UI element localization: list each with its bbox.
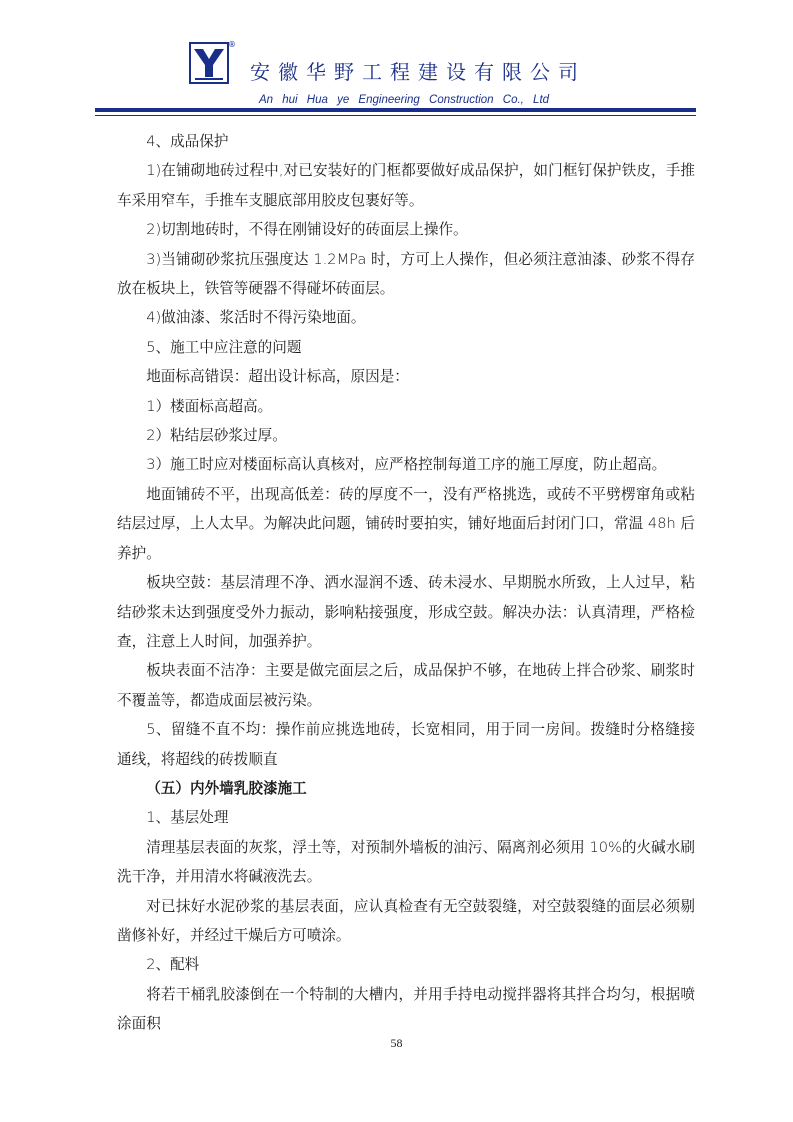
paragraph: 4、成品保护 <box>146 133 229 150</box>
document-body <box>117 127 695 1039</box>
paragraph: 3）施工时应对楼面标高认真核对，应严格控制每道工序的施工厚度，防止超高。 <box>146 456 667 474</box>
paragraph: 4)做油漆、浆活时不得污染地面。 <box>146 309 366 327</box>
paragraph: 将若干桶乳胶漆倒在一个特制的大槽内，并用手持电动搅拌器将其拌合均匀，根据喷涂面积 <box>117 985 695 1033</box>
paragraph: 2)切割地砖时，不得在刚铺设好的砖面层上操作。 <box>146 221 468 239</box>
paragraph: 5、留缝不直不均：操作前应挑选地砖，长宽相同，用于同一房间。拨缝时分格缝接通线，将超线的砖拨顺直 <box>117 721 695 768</box>
paragraph: 清理基层表面的灰浆，浮土等，对预制外墙板的油污、隔离剂必须用 10%的火碱水刷洗干净，并用清水将碱液洗去。 <box>117 838 695 886</box>
paragraph: 1、基层处理 <box>146 809 229 827</box>
paragraph: 2、配料 <box>146 956 200 974</box>
company-name-cn: 安徽华野工程建设有限公司 <box>250 60 586 84</box>
header-rule-thick <box>95 108 696 112</box>
paragraph: 5、施工中应注意的问题 <box>146 338 302 356</box>
paragraph: 板块空鼓：基层清理不净、洒水湿润不透、砖未浸水、早期脱水所致，上人过早，粘结砂浆未达到强度受外力振动，影响粘接强度，形成空鼓。解决办法：认真清理，严格检查，注意上人时间，加强养护。 <box>117 574 695 650</box>
header-rule-thin <box>95 115 696 116</box>
paragraph: 1)在铺砌地砖过程中,对已安装好的门框都要做好成品保护，如门框钉保护铁皮，手推车采用窄车，手推车支腿底部用胶皮包裹好等。 <box>117 162 695 209</box>
paragraph: 对已抹好水泥砂浆的基层表面，应认真检查有无空鼓裂缝，对空鼓裂缝的面层必须剔凿修补好，并经过干燥后方可喷涂。 <box>117 897 695 944</box>
section-heading: （五）内外墙乳胶漆施工 <box>146 779 307 797</box>
paragraph: 1）楼面标高超高。 <box>146 397 273 415</box>
company-logo-icon <box>189 42 229 84</box>
paragraph: 3)当铺砌砂浆抗压强度达 1.2MPa 时，方可上人操作，但必须注意油漆、砂浆不得存放在板块上，铁管等硬器不得碰坏砖面层。 <box>117 250 695 298</box>
company-name-en: An hui Hua ye Engineering Construction Co., Ltd <box>259 94 550 106</box>
paragraph: 2）粘结层砂浆过厚。 <box>146 427 287 445</box>
paragraph: 地面标高错误：超出设计标高，原因是： <box>146 368 409 386</box>
page-header <box>0 0 793 125</box>
paragraph: 板块表面不洁净：主要是做完面层之后，成品保护不够，在地砖上拌合砂浆、刷浆时不覆盖等，都造成面层被污染。 <box>117 662 695 709</box>
paragraph: 地面铺砖不平，出现高低差：砖的厚度不一，没有严格挑选，或砖不平劈楞窜角或粘结层过厚，上人太早。为解决此问题，铺砖时要拍实，铺好地面后封闭门口，常温 48h 后养护。 <box>117 485 695 562</box>
registered-mark: ® <box>228 40 236 49</box>
page-number: 58 <box>390 1036 403 1050</box>
